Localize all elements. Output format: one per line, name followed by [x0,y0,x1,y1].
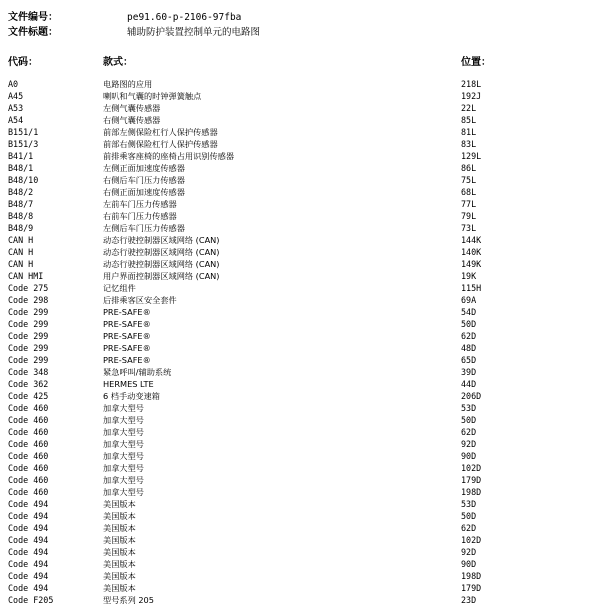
row-position: 115H [461,283,482,293]
row-position: 86L [461,163,477,173]
row-code: CAN H [8,247,34,257]
row-model: 加拿大型号 [103,487,144,497]
table-row [8,282,592,294]
row-position: 75L [461,175,477,185]
row-code: Code 460 [8,475,49,485]
header-position: 位置： [461,57,491,68]
row-position: 81L [461,127,477,137]
row-position: 23D [461,595,477,605]
row-code: B41/1 [8,151,34,161]
row-code: Code 460 [8,415,49,425]
table-row [8,354,592,366]
row-code: Code 460 [8,487,49,497]
table-row [8,174,592,186]
table-row [8,342,592,354]
row-position: 39D [461,367,477,377]
row-model: PRE-SAFE® [103,355,151,365]
header-code: 代码： [8,57,38,68]
row-code: A53 [8,103,24,113]
table-row [8,438,592,450]
row-model: 前排乘客座椅的座椅占用识别传感器 [103,151,235,161]
table-row [8,546,592,558]
row-position: 90D [461,559,477,569]
row-code: Code 494 [8,571,49,581]
row-model: 右侧气囊传感器 [103,115,161,125]
row-code: Code 494 [8,511,49,521]
row-model: 美国版本 [103,499,136,509]
row-code: B48/9 [8,223,34,233]
row-model: 记忆组件 [103,283,136,293]
table-row [8,270,592,282]
row-code: Code 494 [8,499,49,509]
row-position: 90D [461,451,477,461]
table-row [8,246,592,258]
table-row [8,330,592,342]
row-position: 92D [461,439,477,449]
row-model: HERMES LTE [103,379,154,389]
row-model: 加拿大型号 [103,403,144,413]
table-row [8,318,592,330]
row-position: 79L [461,211,477,221]
row-code: B48/10 [8,175,39,185]
row-model: PRE-SAFE® [103,343,151,353]
row-model: 喇叭和气囊的时钟弹簧触点 [103,91,202,101]
row-code: Code 362 [8,379,49,389]
table-row [8,486,592,498]
row-model: 电路图的应用 [103,79,153,89]
row-model: 前部左侧保险杠行人保护传感器 [103,127,218,137]
row-model: 美国版本 [103,523,136,533]
table-row [8,378,592,390]
row-model: PRE-SAFE® [103,307,151,317]
table-row [8,366,592,378]
row-model: 美国版本 [103,583,136,593]
row-position: 102D [461,535,482,545]
row-position: 179D [461,475,482,485]
component-list [8,78,592,606]
table-row [8,198,592,210]
row-position: 83L [461,139,477,149]
table-row [8,90,592,102]
row-position: 85L [461,115,477,125]
row-position: 68L [461,187,477,197]
row-model: 右前车门压力传感器 [103,211,177,221]
row-position: 206D [461,391,482,401]
row-position: 69A [461,295,477,305]
doc-number-row [8,10,592,25]
row-code: Code 299 [8,343,49,353]
row-code: CAN HMI [8,271,44,281]
row-model: 右侧正面加速度传感器 [103,187,185,197]
row-model: 美国版本 [103,511,136,521]
row-model: 加拿大型号 [103,439,144,449]
row-position: 144K [461,235,482,245]
row-code: B151/1 [8,127,39,137]
row-code: Code 460 [8,427,49,437]
row-position: 54D [461,307,477,317]
row-code: Code 299 [8,331,49,341]
row-position: 62D [461,523,477,533]
row-position: 50D [461,319,477,329]
table-row [8,450,592,462]
row-code: Code 298 [8,295,49,305]
row-model: 紧急呼叫/辅助系统 [103,367,172,377]
table-row [8,102,592,114]
row-code: A54 [8,115,24,125]
row-code: A0 [8,79,19,89]
row-code: Code 494 [8,547,49,557]
row-model: 动态行驶控制器区域网络 (CAN) [103,259,220,269]
table-row [8,78,592,90]
row-position: 22L [461,103,477,113]
row-position: 62D [461,427,477,437]
table-row [8,150,592,162]
row-model: 动态行驶控制器区域网络 (CAN) [103,247,220,257]
table-row [8,162,592,174]
row-code: Code 494 [8,535,49,545]
table-row [8,426,592,438]
row-code: Code F205 [8,595,54,605]
table-row [8,498,592,510]
table-header [8,55,592,70]
row-position: 149K [461,259,482,269]
row-code: B48/7 [8,199,34,209]
row-model: 左侧后车门压力传感器 [103,223,185,233]
table-row [8,414,592,426]
doc-title-value: 辅助防护装置控制单元的电路图 [127,27,261,38]
row-model: 美国版本 [103,535,136,545]
row-position: 48D [461,343,477,353]
row-model: 美国版本 [103,559,136,569]
table-row [8,258,592,270]
row-code: Code 460 [8,463,49,473]
table-row [8,234,592,246]
doc-number-label: 文件编号： [8,12,58,23]
table-row [8,474,592,486]
row-code: Code 460 [8,403,49,413]
row-model: 美国版本 [103,547,136,557]
row-code: CAN H [8,259,34,269]
row-position: 129L [461,151,482,161]
doc-title-row [8,25,592,40]
table-row [8,510,592,522]
row-model: 加拿大型号 [103,451,144,461]
row-code: Code 299 [8,319,49,329]
row-position: 50D [461,415,477,425]
row-position: 50D [461,511,477,521]
row-model: PRE-SAFE® [103,319,151,329]
row-position: 102D [461,463,482,473]
row-position: 198D [461,487,482,497]
row-position: 62D [461,331,477,341]
row-code: Code 460 [8,439,49,449]
row-position: 77L [461,199,477,209]
table-row [8,558,592,570]
header-model: 款式： [103,57,133,68]
row-position: 65D [461,355,477,365]
table-row [8,390,592,402]
row-model: 用户界面控制器区域网络 (CAN) [103,271,220,281]
row-model: 6 档手动变速箱 [103,391,160,401]
table-row [8,138,592,150]
row-model: 加拿大型号 [103,475,144,485]
table-row [8,582,592,594]
row-position: 53D [461,403,477,413]
row-model: 加拿大型号 [103,427,144,437]
row-position: 73L [461,223,477,233]
row-code: B48/2 [8,187,34,197]
row-model: 型号系列 205 [103,595,154,605]
table-row [8,594,592,606]
row-code: A45 [8,91,24,101]
table-row [8,114,592,126]
row-code: B151/3 [8,139,39,149]
table-row [8,570,592,582]
row-model: 左前车门压力传感器 [103,199,177,209]
row-code: CAN H [8,235,34,245]
row-model: 右侧后车门压力传感器 [103,175,185,185]
row-code: Code 348 [8,367,49,377]
row-code: Code 299 [8,355,49,365]
row-position: 192J [461,91,482,101]
row-model: 前部右侧保险杠行人保护传感器 [103,139,218,149]
table-row [8,462,592,474]
table-row [8,294,592,306]
row-position: 218L [461,79,482,89]
row-model: 加拿大型号 [103,463,144,473]
row-model: PRE-SAFE® [103,331,151,341]
row-model: 左侧正面加速度传感器 [103,163,185,173]
row-code: Code 299 [8,307,49,317]
doc-number-value: pe91.60-p-2106-97fba [127,12,242,23]
row-code: Code 425 [8,391,49,401]
row-position: 140K [461,247,482,257]
row-model: 左侧气囊传感器 [103,103,161,113]
row-code: B48/8 [8,211,34,221]
row-position: 198D [461,571,482,581]
row-code: Code 494 [8,523,49,533]
table-row [8,306,592,318]
table-row [8,402,592,414]
row-code: Code 494 [8,583,49,593]
row-position: 92D [461,547,477,557]
row-position: 53D [461,499,477,509]
row-code: Code 275 [8,283,49,293]
row-model: 动态行驶控制器区域网络 (CAN) [103,235,220,245]
row-model: 后排乘客区安全套件 [103,295,177,305]
row-code: Code 460 [8,451,49,461]
table-row [8,222,592,234]
row-model: 美国版本 [103,571,136,581]
table-row [8,522,592,534]
table-row [8,534,592,546]
table-row [8,126,592,138]
document-meta [8,10,592,40]
row-code: B48/1 [8,163,34,173]
row-model: 加拿大型号 [103,415,144,425]
table-row [8,210,592,222]
row-position: 179D [461,583,482,593]
row-position: 44D [461,379,477,389]
row-code: Code 494 [8,559,49,569]
row-position: 19K [461,271,477,281]
table-row [8,186,592,198]
doc-title-label: 文件标题： [8,27,58,38]
